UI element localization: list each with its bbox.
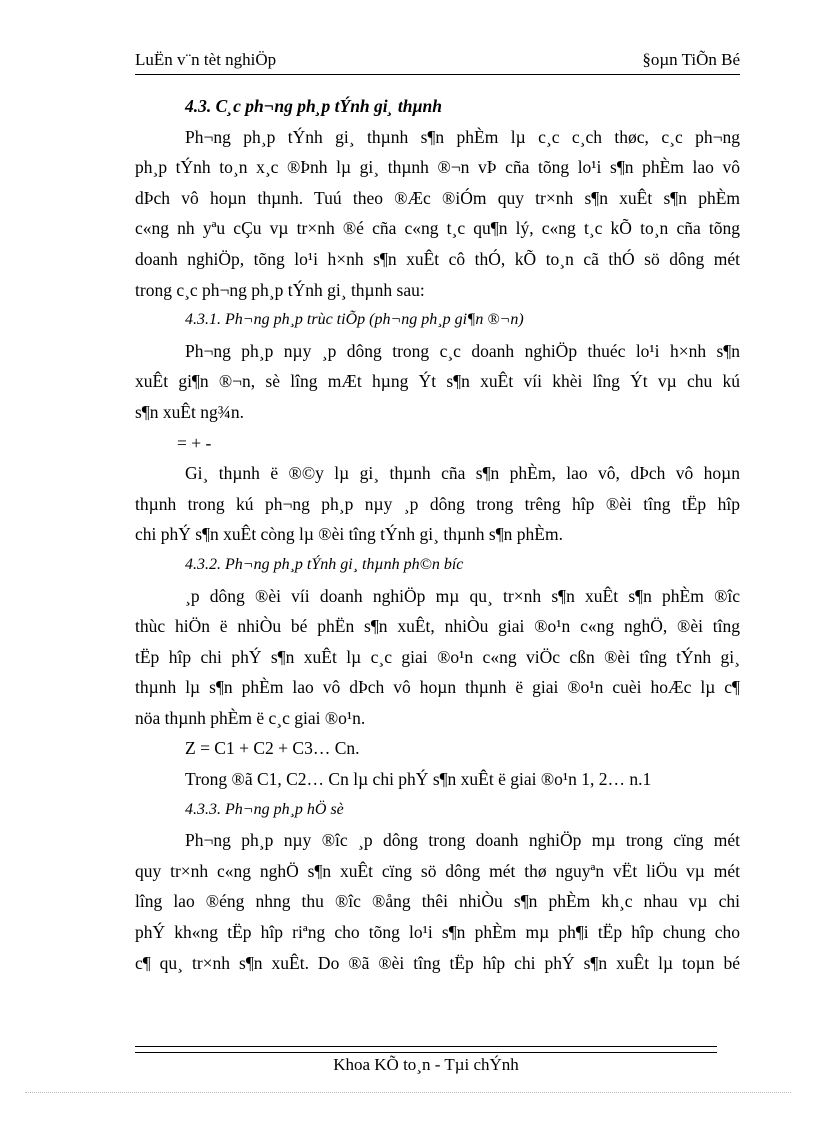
paragraph-line: Ph¬ng ph¸p nµy ¸p dông trong c¸c doanh nghiÖp thuéc lo¹i h×nh s¶n xyxy=(185,340,740,361)
paragraph-line: chi phÝ s¶n xuÊt còng lµ ®èi tîng tÝnh gi¸ thµnh s¶n phÈm. xyxy=(135,524,563,545)
paragraph-line: phÝ kh«ng tËp hîp riªng cho tõng lo¹i s¶n phÈm mµ ph¶i tËp hîp chung cho xyxy=(135,922,740,943)
paragraph-line: tËp hîp chi phÝ s¶n xuÊt lµ c¸c giai ®o¹n c«ng viÖc cßn ®èi tîng tÝnh gi¸ xyxy=(135,646,740,667)
subsection-heading-4-3-1: 4.3.1. Ph¬ng ph¸p trùc tiÕp (ph¬ng ph¸p gi¶n ®¬n) xyxy=(185,311,524,329)
footer-double-rule xyxy=(135,1046,717,1053)
paragraph-line: s¶n xuÊt ng¾n. xyxy=(135,401,245,422)
paragraph-line: dÞch vô hoµn thµnh. Tuú theo ®Æc ®iÓm quy tr×nh s¶n xuÊt s¶n phÈm xyxy=(135,187,740,208)
paragraph-line: thùc hiÖn ë nhiÒu bé phËn s¶n xuÊt, nhiÒu giai ®o¹n c«ng nghÖ, ®èi tîng xyxy=(135,616,740,637)
paragraph-line: ph¸p tÝnh to¸n x¸c ®Þnh lµ gi¸ thµnh ®¬n vÞ cña tõng lo¹i s¶n phÈm lao vô xyxy=(135,157,740,178)
paragraph-line: c«ng nh yªu cÇu vµ tr×nh ®é cña c«ng t¸c qu¶n lý, c«ng t¸c kÕ to¸n cña tõng xyxy=(135,218,740,239)
paragraph-line: Ph¬ng ph¸p tÝnh gi¸ thµnh s¶n phÈm lµ c¸c c¸ch thøc, c¸c ph¬ng xyxy=(185,126,740,147)
page-footer: Khoa KÕ to¸n - Tµi chÝnh xyxy=(333,1055,519,1074)
section-heading-4-3: 4.3. C¸c ph¬ng ph¸p tÝnh gi¸ thµnh xyxy=(185,96,442,116)
subsection-heading-4-3-2: 4.3.2. Ph¬ng ph¸p tÝnh gi¸ thµnh ph©n bíc xyxy=(185,555,464,573)
header-author: §oµn TiÕn Bé xyxy=(642,50,740,69)
page-header xyxy=(135,48,740,75)
paragraph-line: Ph¬ng ph¸p nµy ®îc ¸p dông trong doanh nghiÖp mµ trong cïng mét xyxy=(185,830,740,851)
paragraph-line: trong c¸c ph¬ng ph¸p tÝnh gi¸ thµnh sau: xyxy=(135,279,425,300)
paragraph-line: Gi¸ thµnh ë ®©y lµ gi¸ thµnh cña s¶n phÈm, lao vô, dÞch vô hoµn xyxy=(185,463,740,484)
paragraph-line: thµnh trong kú ph¬ng ph¸p nµy ¸p dông trong trêng hîp ®èi tîng tËp hîp xyxy=(135,493,740,514)
paragraph-line: doanh nghiÖp, tõng lo¹i h×nh s¶n xuÊt cô thÓ, kÕ to¸n cã thÓ sö dông mét xyxy=(135,248,740,269)
paragraph-line: nöa thµnh phÈm ë c¸c giai ®o¹n. xyxy=(135,707,366,728)
header-thesis-title: LuËn v¨n tèt nghiÖp xyxy=(135,50,277,69)
subsection-heading-4-3-3: 4.3.3. Ph¬ng ph¸p hÖ sè xyxy=(185,800,344,818)
formula-note: Trong ®ã C1, C2… Cn lµ chi phÝ s¶n xuÊt ë giai ®o¹n 1, 2… n.1 xyxy=(185,769,652,790)
paragraph-line: lîng lao ®éng nhng thu ®îc ®ång thêi nhiÒu s¶n phÈm kh¸c nhau vµ chi xyxy=(135,891,740,912)
formula-line: = + - xyxy=(177,432,212,453)
paragraph-line: c¶ qu¸ tr×nh s¶n xuÊt. Do ®ã ®èi tîng tËp hîp chi phÝ s¶n xuÊt lµ toµn bé xyxy=(135,952,740,973)
paragraph-line: xuÊt gi¶n ®¬n, sè lîng mÆt hµng Ýt s¶n xuÊt víi khèi lîng Ýt vµ chu kú xyxy=(135,371,740,392)
paragraph-line: ¸p dông ®èi víi doanh nghiÖp mµ qu¸ tr×nh s¶n xuÊt s¶n phÈm ®îc xyxy=(185,585,740,606)
page-boundary-dotted-line xyxy=(25,1092,791,1093)
document-body xyxy=(135,91,740,978)
formula-line: Z = C1 + C2 + C3… Cn. xyxy=(185,738,360,759)
paragraph-line: thµnh lµ s¶n phÈm lao vô dÞch vô hoµn thµnh ë giai ®o¹n cuèi hoÆc lµ c¶ xyxy=(135,677,740,698)
paragraph-line: quy tr×nh c«ng nghÖ s¶n xuÊt cïng sö dông mét thø nguyªn vËt liÖu vµ mét xyxy=(135,860,740,881)
